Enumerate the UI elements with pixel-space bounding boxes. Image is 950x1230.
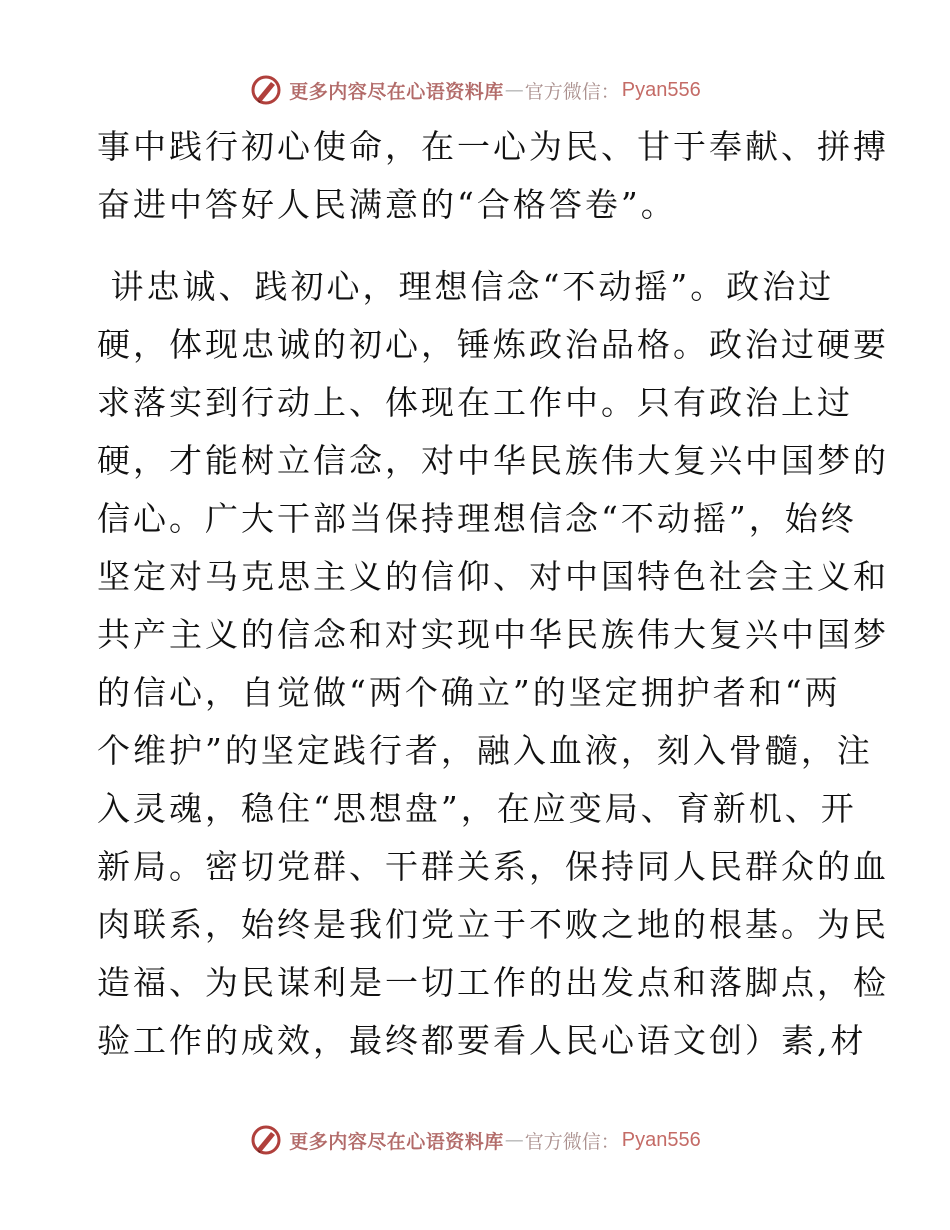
header-wechat-id: Pyan556 [621,78,701,101]
pen-logo-icon [249,73,283,107]
text-line: 肉联系，始终是我们党立于不败之地的根基。为民 [97,905,889,944]
header-wechat-label: 官方微信： [524,80,620,103]
text-line: 求落实到行动上、体现在工作中。只有政治上过 [97,383,853,422]
text-line: 共产主义的信念和对实现中华民族伟大复兴中国梦 [97,615,889,654]
text-line: 造福、为民谋利是一切工作的出发点和落脚点，检 [97,963,889,1002]
text-line: 硬，才能树立信念，对中华民族伟大复兴中国梦的 [97,441,889,480]
pen-logo-icon [249,1123,283,1157]
paragraph-1 [97,118,889,234]
footer-wechat-label: 官方微信： [524,1130,620,1153]
text-line: 个维护”的坚定践行者，融入血液，刻入骨髓，注 [97,731,873,770]
paragraph-2 [97,258,889,1070]
header-banner [0,70,950,110]
text-line: 新局。密切党群、干群关系，保持同人民群众的血 [97,847,889,886]
text-line: 的信心，自觉做“两个确立”的坚定拥护者和“两 [97,673,841,712]
document-body [97,118,889,1070]
footer-banner-text: 更多内容尽在心语资料库 [289,1130,504,1153]
footer-banner-dash: — [504,1129,524,1151]
text-line: 信心。广大干部当保持理想信念“不动摇”，始终 [97,499,857,538]
text-line: 硬，体现忠诚的初心，锤炼政治品格。政治过硬要 [97,325,889,364]
text-line: 验工作的成效，最终都要看人民心语文创）素,材 [97,1021,867,1060]
text-line: 坚定对马克思主义的信仰、对中国特色社会主义和 [97,557,889,596]
header-banner-dash: — [504,79,524,101]
text-line: 奋进中答好人民满意的“合格答卷”。 [97,185,677,224]
header-banner-text: 更多内容尽在心语资料库 [289,80,504,103]
text-line: 讲忠诚、践初心，理想信念“不动摇”。政治过 [97,267,835,306]
footer-banner [0,1120,950,1160]
text-line: 入灵魂，稳住“思想盘”，在应变局、育新机、开 [97,789,857,828]
footer-wechat-id: Pyan556 [621,1128,701,1151]
text-line: 事中践行初心使命，在一心为民、甘于奉献、拼搏 [97,127,889,166]
